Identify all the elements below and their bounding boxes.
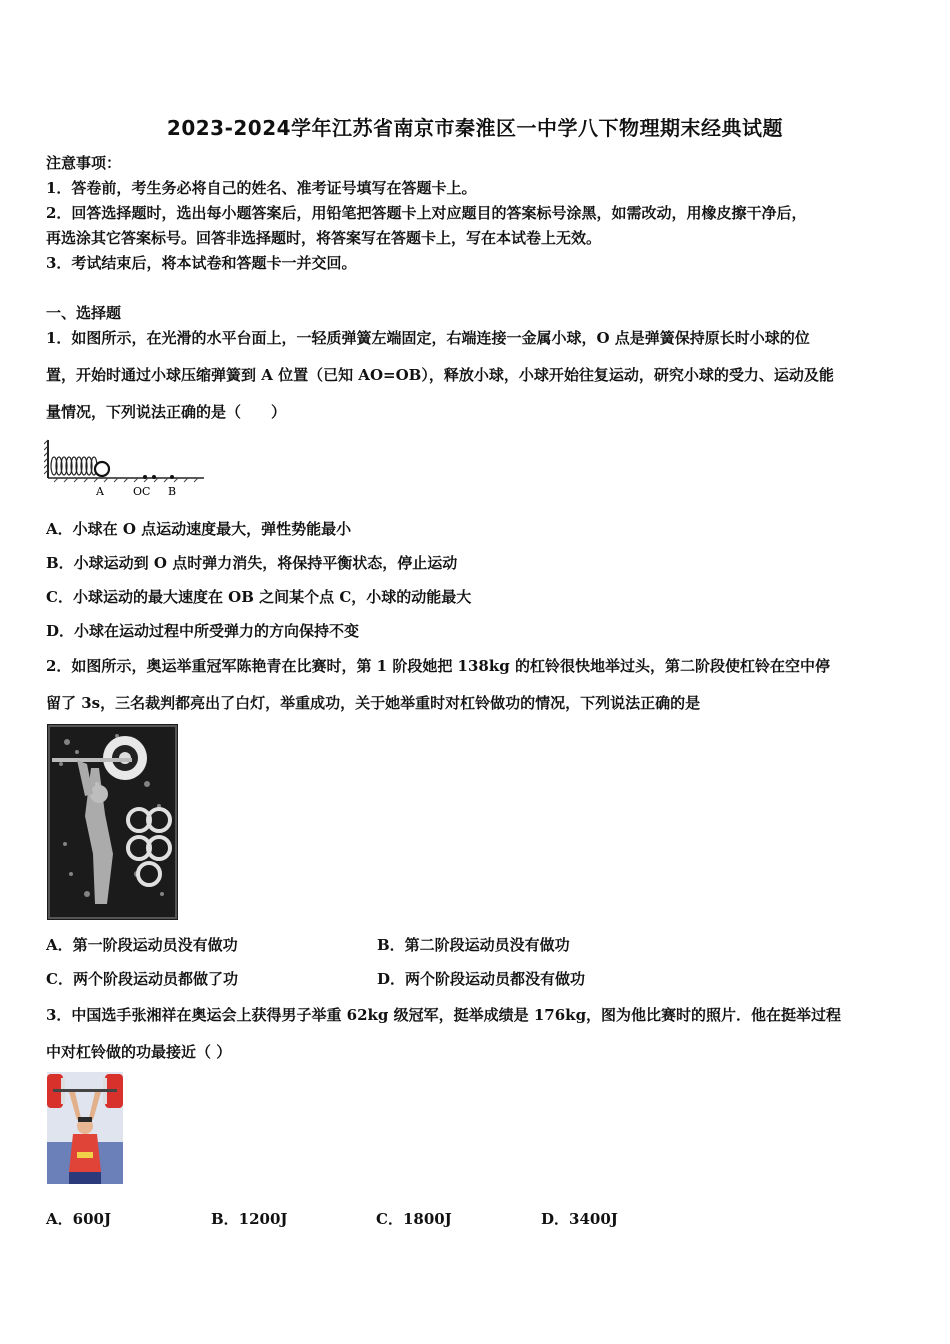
question-2-text: 2．如图所示，奥运举重冠军陈艳青在比赛时，第 1 阶段她把 138kg 的杠铃很快地举过头，第二阶段使杠铃在空中停 [46, 657, 830, 675]
q1-option-c[interactable]: C．小球运动的最大速度在 OB 之间某个点 C，小球的动能最大 [46, 588, 472, 606]
q1-option-b[interactable]: B．小球运动到 O 点时弹力消失，将保持平衡状态，停止运动 [46, 554, 458, 572]
q2-option-b[interactable]: B．第二阶段运动员没有做功 [377, 936, 570, 954]
q2-option-d[interactable]: D．两个阶段运动员都没有做功 [377, 970, 586, 988]
q3-option-b[interactable]: B．1200J [211, 1210, 288, 1228]
section-heading: 一、选择题 [46, 304, 122, 322]
notice-heading: 注意事项： [46, 154, 122, 172]
notice-item: 3．考试结束后，将本试卷和答题卡一并交回。 [46, 254, 357, 272]
question-2-text: 留了 3s，三名裁判都亮出了白灯，举重成功，关于她举重时对杠铃做功的情况，下列说法正确的是 [46, 694, 701, 712]
spring-diagram [44, 438, 209, 500]
question-3-text: 中对杠铃做的功最接近（ ） [46, 1043, 232, 1061]
notice-item: 再选涂其它答案标号。回答非选择题时，将答案写在答题卡上，写在本试卷上无效。 [46, 229, 602, 247]
q2-option-a[interactable]: A．第一阶段运动员没有做功 [46, 936, 238, 954]
q3-option-a[interactable]: A．600J [46, 1210, 112, 1228]
question-1-text: 置，开始时通过小球压缩弹簧到 A 位置（已知 AO=OB），释放小球，小球开始往复运动，研究小球的受力、运动及能 [46, 366, 834, 384]
label-a: A [96, 485, 104, 498]
notice-item: 1．答卷前，考生务必将自己的姓名、准考证号填写在答题卡上。 [46, 179, 477, 197]
q1-option-d[interactable]: D．小球在运动过程中所受弹力的方向保持不变 [46, 622, 360, 640]
notice-item: 2．回答选择题时，选出每小题答案后，用铅笔把答题卡上对应题目的答案标号涂黑，如需改动，用橡皮擦干净后， [46, 204, 807, 222]
label-oc: OC [133, 485, 151, 498]
label-b: B [168, 485, 177, 498]
question-3-text: 3．中国选手张湘祥在奥运会上获得男子举重 62kg 级冠军，挺举成绩是 176kg，图为他比赛时的照片．他在挺举过程 [46, 1006, 842, 1024]
q3-option-c[interactable]: C．1800J [376, 1210, 452, 1228]
question-1-text: 量情况，下列说法正确的是（ ） [46, 403, 287, 421]
q1-option-a[interactable]: A．小球在 O 点运动速度最大，弹性势能最小 [46, 520, 352, 538]
page-title: 2023-2024学年江苏省南京市秦淮区一中学八下物理期末经典试题 [166, 116, 784, 140]
q3-option-d[interactable]: D．3400J [541, 1210, 618, 1228]
weightlifter-photo-bw [47, 724, 178, 920]
weightlifter-photo-color [47, 1072, 123, 1184]
q2-option-c[interactable]: C．两个阶段运动员都做了功 [46, 970, 238, 988]
question-1-text: 1．如图所示，在光滑的水平台面上，一轻质弹簧左端固定，右端连接一金属小球，O 点是弹簧保持原长时小球的位 [46, 329, 810, 347]
